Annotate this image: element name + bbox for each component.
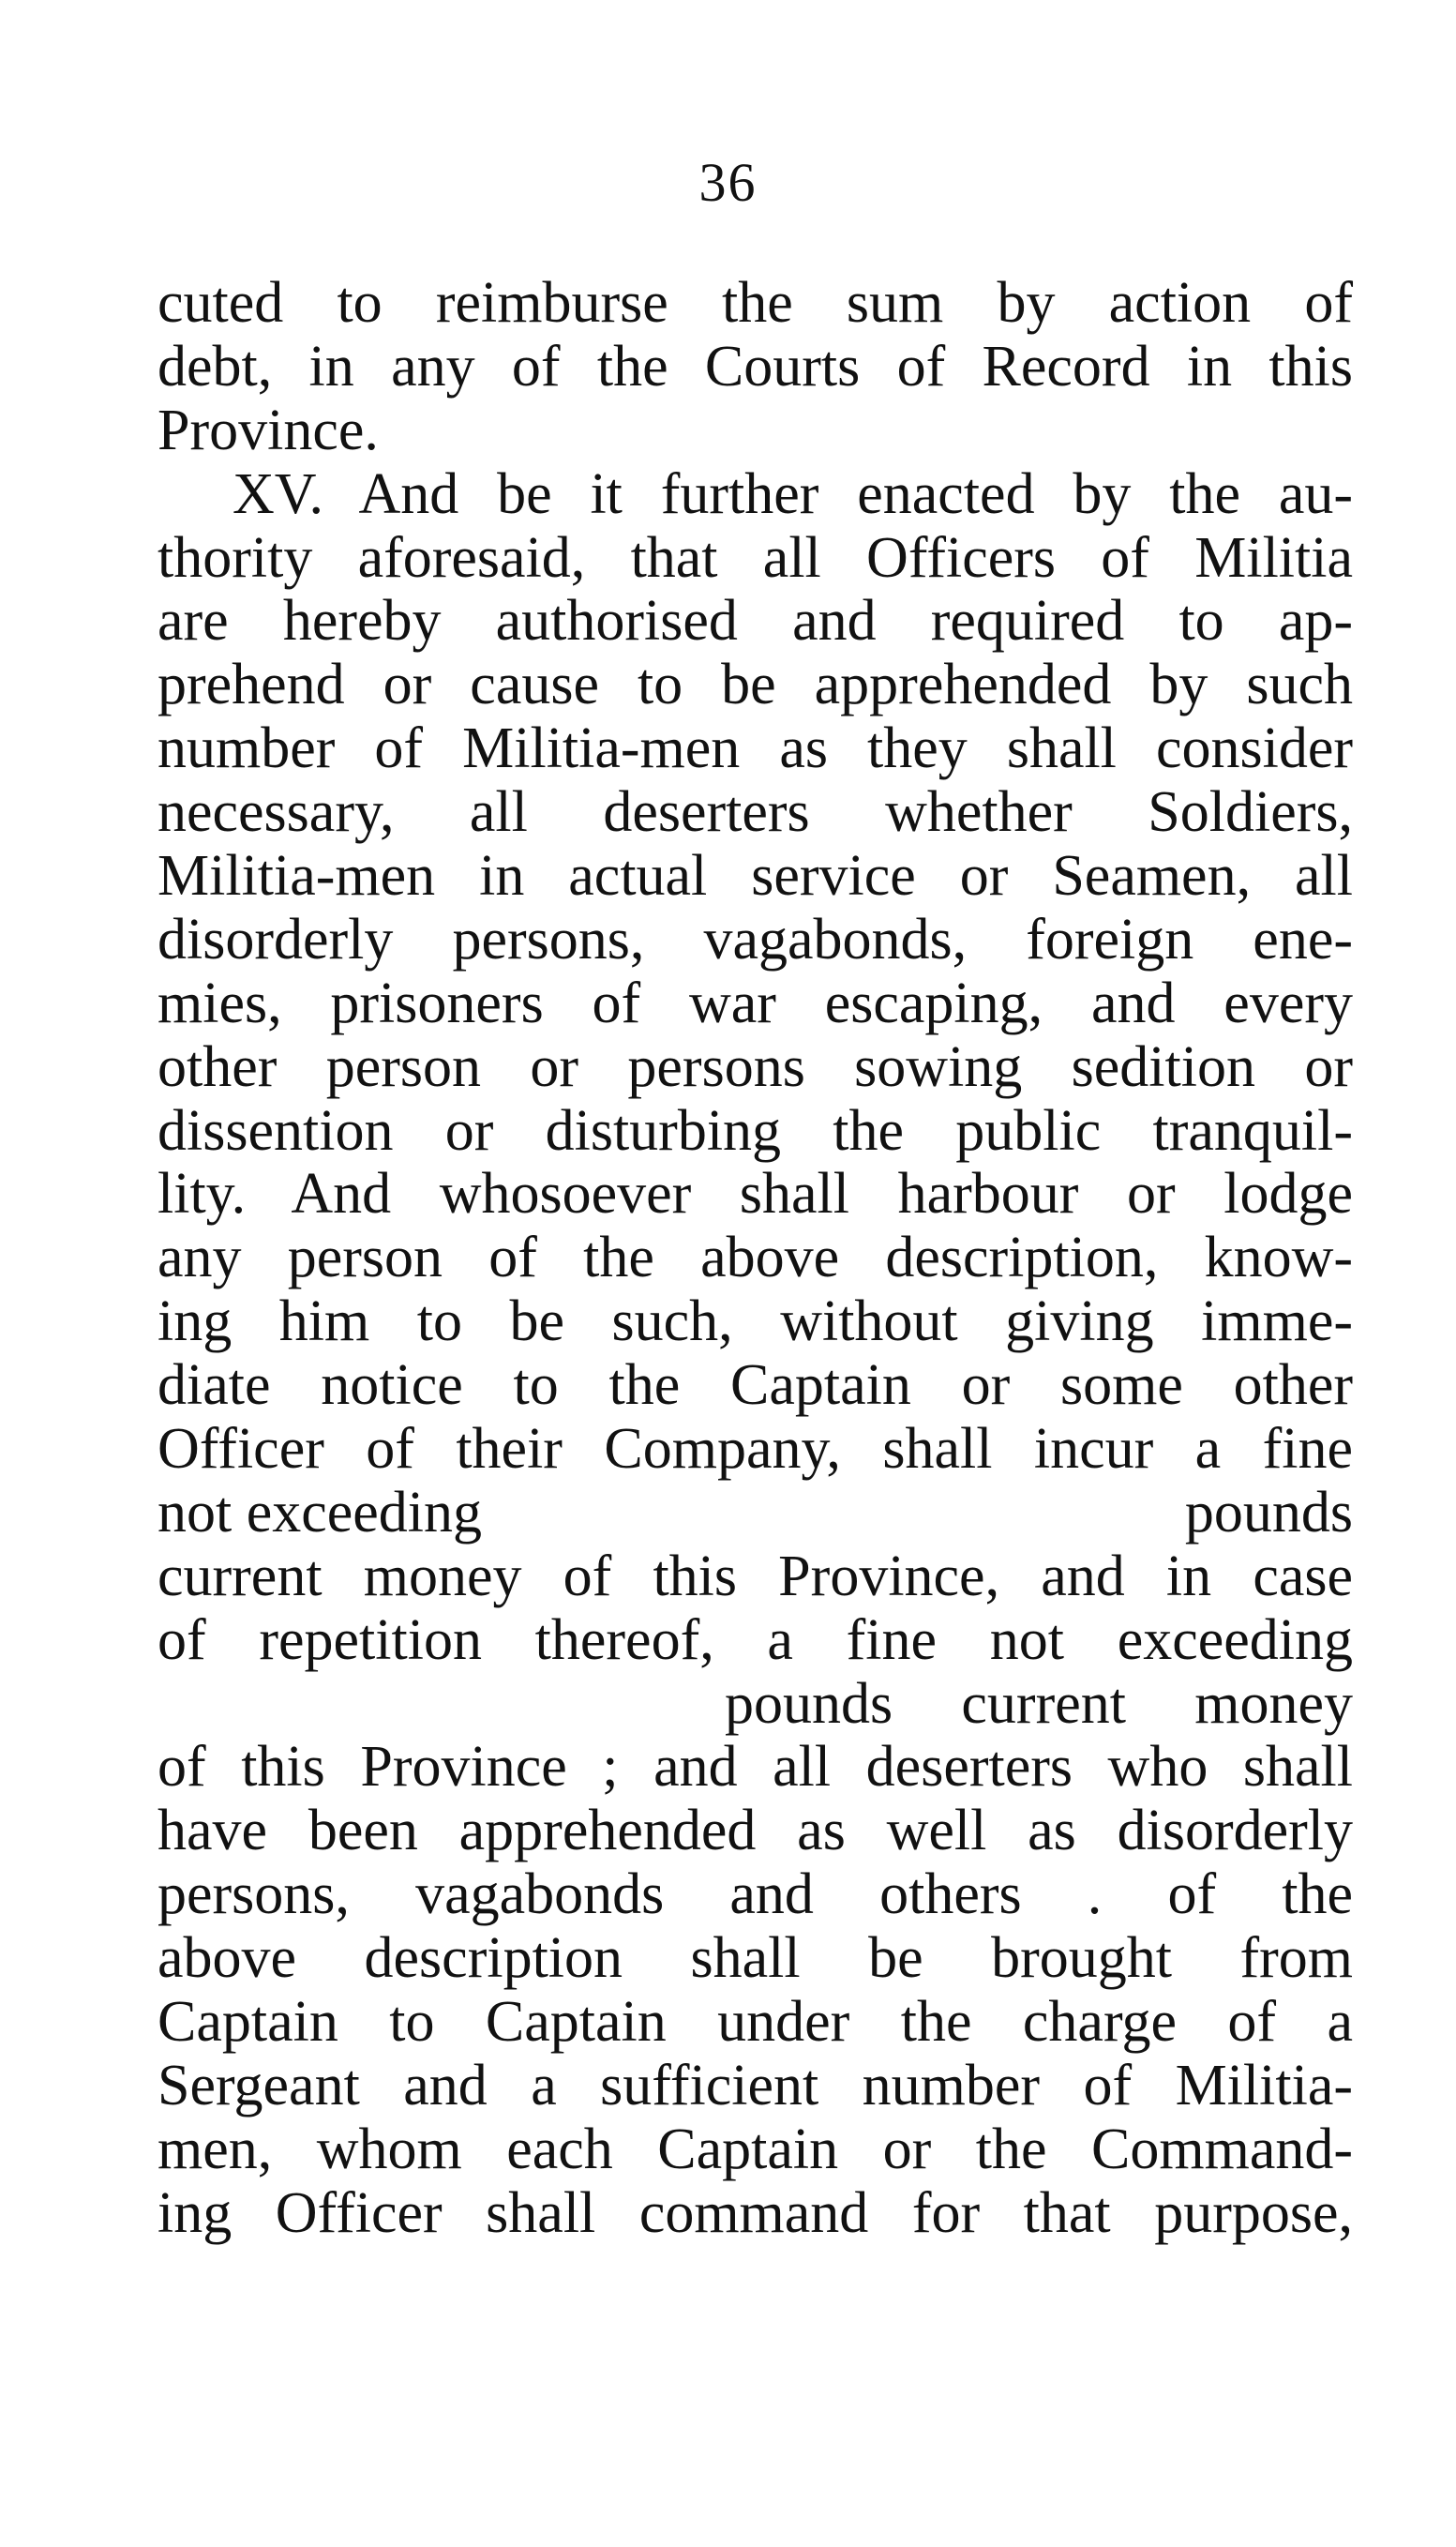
text-line: of repetition thereof, a fine not exceeding bbox=[158, 1607, 1353, 1672]
text-line: Captain to Captain under the charge of a bbox=[158, 1990, 1353, 2055]
text-line: Officer of their Company, shall incur a fine bbox=[158, 1417, 1353, 1482]
text-line: mies, prisoners of war escaping, and every bbox=[158, 971, 1353, 1035]
text-line: diate notice to the Captain or some other bbox=[158, 1353, 1353, 1418]
text-line: Sergeant and a sufficient number of Militia- bbox=[158, 2053, 1353, 2117]
text-line: dissention or disturbing the public tranquil- bbox=[158, 1098, 1353, 1163]
text-line: thority aforesaid, that all Officers of Militia bbox=[158, 525, 1353, 590]
text-line: Militia-men in actual service or Seamen, all bbox=[158, 844, 1353, 909]
text-line: are hereby authorised and required to ap- bbox=[158, 589, 1353, 654]
text-line: persons, vagabonds and others . of the bbox=[158, 1862, 1353, 1927]
text-line-with-blank bbox=[158, 1482, 1353, 1545]
text-line: other person or persons sowing sedition or bbox=[158, 1034, 1353, 1099]
text-line-with-blank: pounds current money bbox=[725, 1671, 1353, 1736]
text-line: ing him to be such, without giving imme- bbox=[158, 1289, 1353, 1354]
text-line: ing Officer shall command for that purpose, bbox=[158, 2180, 1353, 2245]
text-line: have been apprehended as well as disorderly bbox=[158, 1799, 1353, 1863]
text-fragment: not exceeding bbox=[158, 1480, 483, 1545]
text-line: of this Province ; and all deserters who shall bbox=[158, 1735, 1353, 1800]
text-line: disorderly persons, vagabonds, foreign ene- bbox=[158, 907, 1353, 972]
text-line: number of Militia-men as they shall consider bbox=[158, 716, 1353, 781]
text-line: cuted to reimburse the sum by action of bbox=[158, 271, 1353, 335]
text-line: debt, in any of the Courts of Record in this bbox=[158, 334, 1353, 399]
text-line: Province. bbox=[158, 398, 379, 462]
text-line: above description shall be brought from bbox=[158, 1926, 1353, 1991]
section-heading-line: XV. And be it further enacted by the au- bbox=[233, 461, 1353, 526]
text-line: necessary, all deserters whether Soldiers, bbox=[158, 780, 1353, 845]
page-number: 36 bbox=[698, 152, 758, 213]
body-text bbox=[158, 272, 1353, 2246]
text-fragment: pounds bbox=[1184, 1480, 1353, 1545]
text-line: men, whom each Captain or the Command- bbox=[158, 2117, 1353, 2181]
text-line: any person of the above description, know- bbox=[158, 1226, 1353, 1290]
text-line: prehend or cause to be apprehended by such bbox=[158, 653, 1353, 717]
text-line: lity. And whosoever shall harbour or lodge bbox=[158, 1162, 1353, 1227]
text-line: current money of this Province, and in case bbox=[158, 1544, 1353, 1608]
